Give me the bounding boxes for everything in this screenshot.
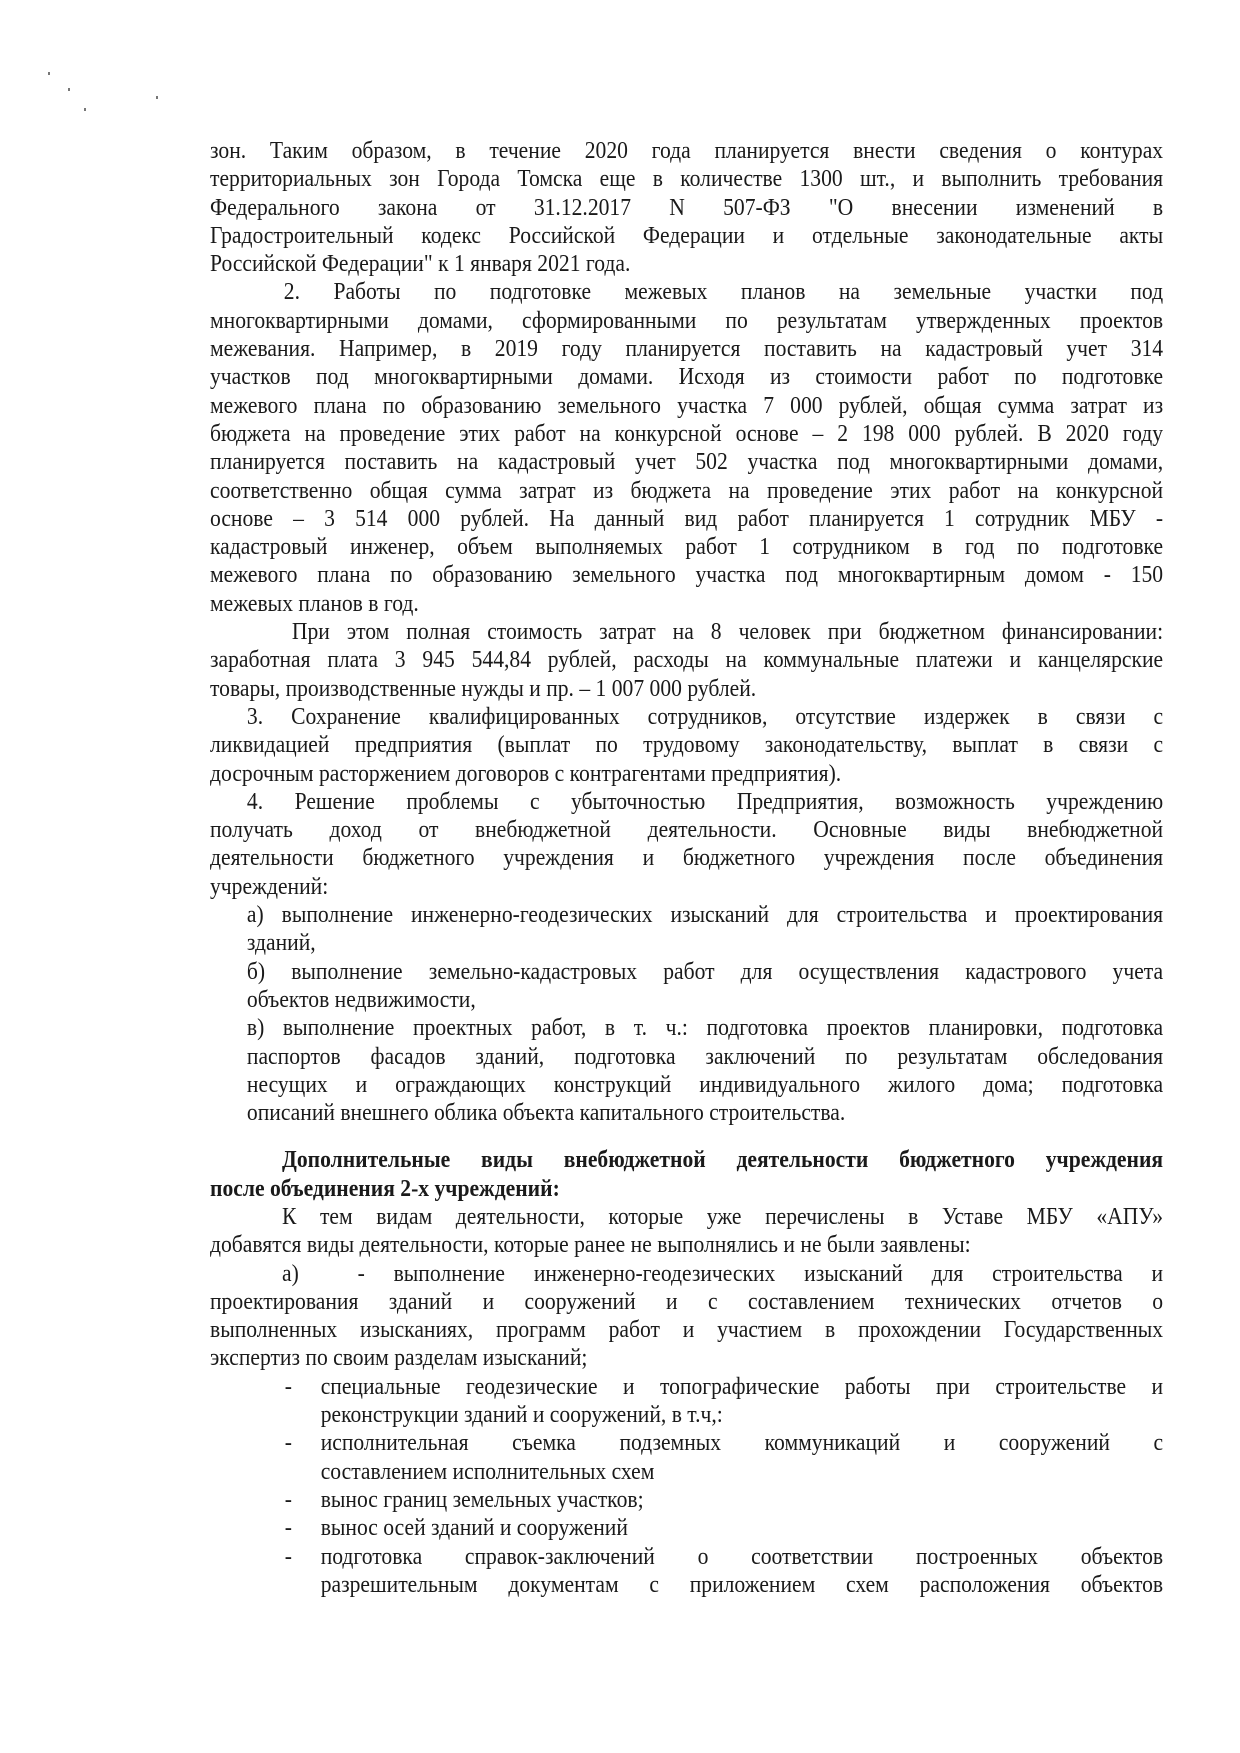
- text-line: специальные геодезические и топографические работы при строительстве и: [320, 1373, 1164, 1400]
- text-line: 3. Сохранение квалифицированных сотрудников, отсутствие издержек в связи с: [246, 703, 1164, 730]
- text-line: основе – 3 514 000 рублей. На данный вид работ планируется 1 сотрудник МБУ -: [210, 505, 1164, 532]
- text-line: а) выполнение инженерно-геодезических изысканий для строительства и проектирования: [246, 902, 1164, 929]
- text-line: многоквартирными домами, сформированными по результатам утвержденных проектов: [210, 307, 1164, 334]
- bullet-item: [210, 1514, 1163, 1542]
- text-line: вынос осей зданий и сооружений: [320, 1515, 628, 1542]
- list-marker: а): [282, 1260, 299, 1287]
- bullet-item: [210, 1543, 1163, 1600]
- section-heading: [210, 1146, 1163, 1203]
- text-line: составлением исполнительных схем: [320, 1458, 655, 1485]
- text-line: 2. Работы по подготовке межевых планов на земельные участки под: [283, 279, 1164, 306]
- text-line: досрочным расторжением договоров с контрагентами предприятия).: [210, 760, 842, 787]
- text-line: территориальных зон Города Томска еще в количестве 1300 шт., и выполнить требования: [210, 166, 1164, 193]
- text-line: Российской Федерации" к 1 января 2021 года.: [210, 251, 631, 278]
- text-line: б) выполнение земельно-кадастровых работ для осуществления кадастрового учета: [246, 958, 1164, 985]
- text-line: после объединения 2-х учреждений:: [210, 1175, 560, 1202]
- dash-bullet-icon: -: [284, 1515, 292, 1542]
- bullet-item: [210, 1486, 1163, 1514]
- text-line: объектов недвижимости,: [246, 986, 476, 1013]
- paragraph: [210, 788, 1163, 901]
- text-line: межевых планов в год.: [210, 590, 419, 617]
- text-line: получать доход от внебюджетной деятельности. Основные виды внебюджетной: [210, 817, 1164, 844]
- text-line: межевого плана по образованию земельного участка под многоквартирным домом - 150: [210, 562, 1164, 589]
- scan-speck: [156, 96, 158, 99]
- text-line: в) выполнение проектных работ, в т. ч.: подготовка проектов планировки, подготовка: [246, 1015, 1164, 1042]
- text-line: заработная плата 3 945 544,84 рублей, расходы на коммунальные платежи и канцелярские: [210, 647, 1164, 674]
- text-line: вынос границ земельных участков;: [320, 1486, 644, 1513]
- text-line: зон. Таким образом, в течение 2020 года планируется внести сведения о контурах: [210, 138, 1164, 164]
- text-line: Дополнительные виды внебюджетной деятельности бюджетного учреждения: [282, 1147, 1164, 1174]
- text-line: соответственно общая сумма затрат из бюджета на проведение этих работ на конкурсной: [210, 477, 1164, 504]
- paragraph: [210, 137, 1163, 278]
- text-line: несущих и ограждающих конструкций индивидуального жилого дома; подготовка: [246, 1071, 1164, 1098]
- text-line: зданий,: [246, 930, 316, 957]
- text-line: планируется поставить на кадастровый учет 502 участка под многоквартирными домами,: [210, 449, 1164, 476]
- text-line: паспортов фасадов зданий, подготовка заключений по результатам обследования: [246, 1043, 1164, 1070]
- paragraph: [210, 703, 1163, 788]
- document-page: [210, 137, 1163, 1599]
- text-line: описаний внешнего облика объекта капитального строительства.: [246, 1100, 846, 1127]
- dash-bullet-icon: -: [284, 1486, 292, 1513]
- scan-speck: [68, 88, 70, 91]
- text-line: учреждений:: [210, 873, 329, 900]
- text-line: межевого плана по образованию земельного участка 7 000 рублей, общая сумма затрат из: [210, 392, 1164, 419]
- text-line: участков под многоквартирными домами. Исходя из стоимости работ по подготовке: [210, 364, 1164, 391]
- bullet-item: [210, 1373, 1163, 1430]
- bullet-item: [210, 1429, 1163, 1486]
- text-line: Градостроительный кодекс Российской Федерации и отдельные законодательные акты: [210, 222, 1164, 249]
- text-line: добавятся виды деятельности, которые ранее не выполнялись и не были заявлены:: [210, 1232, 971, 1259]
- scan-speck: [48, 72, 50, 75]
- scan-speck: [84, 108, 86, 111]
- text-line: ликвидацией предприятия (выплат по трудовому законодательству, выплат в связи с: [210, 732, 1164, 759]
- text-line: деятельности бюджетного учреждения и бюджетного учреждения после объединения: [210, 845, 1164, 872]
- paragraph: [210, 278, 1163, 618]
- text-line: выполненных изысканиях, программ работ и участием в прохождении Государственных: [210, 1317, 1164, 1344]
- text-line: кадастровый инженер, объем выполняемых работ 1 сотрудником в год по подготовке: [210, 534, 1164, 561]
- paragraph: [210, 1014, 1163, 1127]
- text-line: При этом полная стоимость затрат на 8 человек при бюджетном финансировании:: [291, 619, 1164, 646]
- text-line: К тем видам деятельности, которые уже перечислены в Уставе МБУ «АПУ»: [282, 1203, 1164, 1230]
- paragraph: [210, 1203, 1163, 1260]
- text-line: межевания. Например, в 2019 году планируется поставить на кадастровый учет 314: [210, 336, 1164, 363]
- paragraph: [210, 958, 1163, 1015]
- text-line: проектирования зданий и сооружений и с составлением технических отчетов о: [210, 1288, 1164, 1315]
- dash-bullet-icon: -: [284, 1543, 292, 1570]
- blank-line: [210, 1127, 1163, 1146]
- text-line: 4. Решение проблемы с убыточностью Предприятия, возможность учреждению: [246, 788, 1164, 815]
- text-line: разрешительным документам с приложением схем расположения объектов: [320, 1571, 1164, 1598]
- text-line: исполнительная съемка подземных коммуникаций и сооружений с: [320, 1430, 1164, 1457]
- text-line: подготовка справок-заключений о соответствии построенных объектов: [320, 1543, 1164, 1570]
- dash-bullet-icon: -: [284, 1430, 292, 1457]
- dash-bullet-icon: -: [284, 1373, 292, 1400]
- text-line: - выполнение инженерно-геодезических изысканий для строительства и: [357, 1260, 1164, 1287]
- paragraph: [210, 1260, 1163, 1373]
- paragraph: [210, 901, 1163, 958]
- text-line: экспертиз по своим разделам изысканий;: [210, 1345, 588, 1372]
- paragraph: [210, 618, 1163, 703]
- text-line: бюджета на проведение этих работ на конкурсной основе – 2 198 000 рублей. В 2020 году: [210, 420, 1164, 447]
- text-line: реконструкции зданий и сооружений, в т.ч,:: [320, 1402, 723, 1429]
- text-line: товары, производственные нужды и пр. – 1 007 000 рублей.: [210, 675, 757, 702]
- text-line: Федерального закона от 31.12.2017 N 507-ФЗ "О внесении изменений в: [210, 194, 1164, 221]
